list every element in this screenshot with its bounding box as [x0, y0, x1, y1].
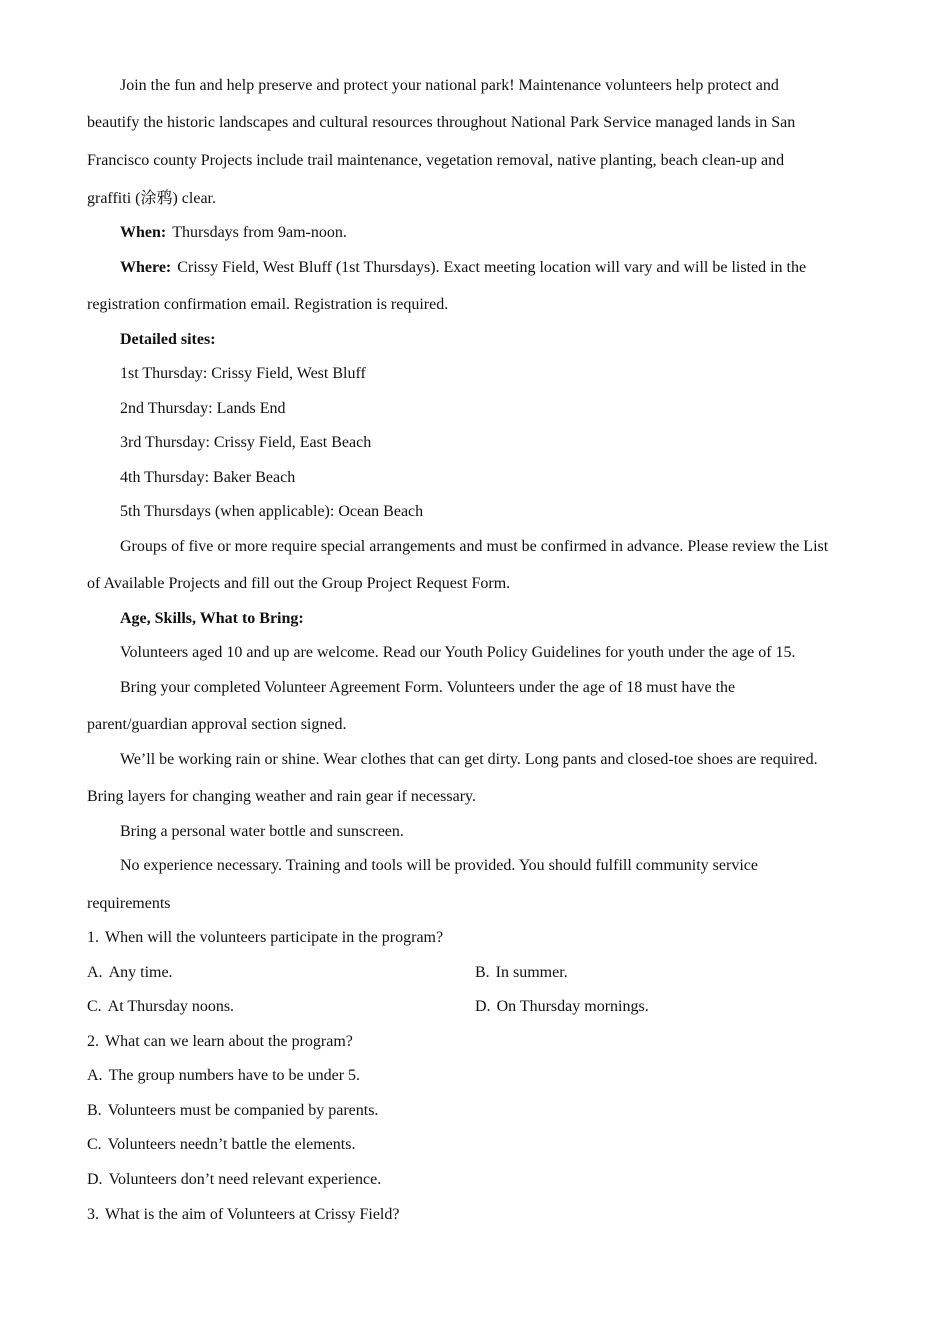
intro-line-1: Join the fun and help preserve and protect your national park! Maintenance volunteers help protect and — [120, 77, 779, 94]
q1-option-b[interactable] — [475, 963, 568, 983]
question-2 — [87, 1032, 353, 1052]
option-text: In summer. — [495, 964, 568, 981]
q2-option-a[interactable] — [87, 1066, 360, 1086]
weather-line-2: Bring layers for changing weather and rain gear if necessary. — [87, 788, 477, 805]
question-number: 1. — [87, 929, 99, 946]
age-text: Volunteers aged 10 and up are welcome. Read our Youth Policy Guidelines for youth under the age of 15. — [120, 644, 796, 661]
q1-option-d[interactable] — [475, 997, 649, 1017]
option-letter: A. — [87, 964, 103, 981]
q2-option-b[interactable] — [87, 1101, 378, 1121]
question-1 — [87, 928, 443, 948]
question-3 — [87, 1205, 399, 1225]
form-line-1: Bring your completed Volunteer Agreement Form. Volunteers under the age of 18 must have the — [120, 679, 736, 696]
sites-heading: Detailed sites: — [120, 331, 216, 348]
option-letter: D. — [87, 1171, 103, 1188]
q2-option-d[interactable] — [87, 1170, 381, 1190]
intro-line-3: Francisco county Projects include trail maintenance, vegetation removal, native planting, beach clean-up and — [87, 152, 785, 169]
option-text: The group numbers have to be under 5. — [108, 1067, 361, 1084]
intro-line-4: graffiti (涂鸦) clear. — [87, 190, 216, 207]
option-letter: C. — [87, 1136, 102, 1153]
site-item: 3rd Thursday: Crissy Field, East Beach — [120, 434, 372, 451]
q1-option-a[interactable] — [87, 963, 173, 983]
option-text: On Thursday mornings. — [496, 998, 649, 1015]
when-text: Thursdays from 9am-noon. — [172, 224, 347, 241]
option-letter: B. — [475, 964, 490, 981]
question-text: What is the aim of Volunteers at Crissy Field? — [105, 1206, 400, 1223]
option-text: Volunteers must be companied by parents. — [107, 1102, 379, 1119]
option-text: At Thursday noons. — [107, 998, 235, 1015]
bottle-line: Bring a personal water bottle and sunscreen. — [120, 823, 404, 840]
q1-option-c[interactable] — [87, 997, 234, 1017]
option-letter: A. — [87, 1067, 103, 1084]
weather-line-1: We’ll be working rain or shine. Wear clothes that can get dirty. Long pants and closed-toe shoes are required. — [120, 751, 818, 768]
option-text: Volunteers needn’t battle the elements. — [107, 1136, 356, 1153]
age-heading: Age, Skills, What to Bring: — [120, 610, 304, 627]
experience-line-2: requirements — [87, 895, 171, 912]
experience-line-1: No experience necessary. Training and tools will be provided. You should fulfill community service — [120, 857, 758, 874]
site-item: 4th Thursday: Baker Beach — [120, 469, 296, 486]
question-number: 3. — [87, 1206, 99, 1223]
site-item: 5th Thursdays (when applicable): Ocean Beach — [120, 503, 424, 520]
groups-line-2: of Available Projects and fill out the Group Project Request Form. — [87, 575, 511, 592]
intro-line-2: beautify the historic landscapes and cultural resources throughout National Park Service managed lands in San — [87, 114, 796, 131]
option-letter: B. — [87, 1102, 102, 1119]
when-label: When: — [120, 224, 167, 241]
where-label: Where: — [120, 259, 172, 276]
question-number: 2. — [87, 1033, 99, 1050]
form-line-2: parent/guardian approval section signed. — [87, 716, 347, 733]
q2-option-c[interactable] — [87, 1135, 355, 1155]
when-line — [120, 223, 347, 243]
question-text: When will the volunteers participate in the program? — [105, 929, 444, 946]
where-line — [120, 258, 806, 278]
where-line-2: registration confirmation email. Registration is required. — [87, 296, 449, 313]
option-text: Any time. — [108, 964, 173, 981]
option-letter: C. — [87, 998, 102, 1015]
groups-line-1: Groups of five or more require special arrangements and must be confirmed in advance. Please review the List — [120, 538, 829, 555]
option-letter: D. — [475, 998, 491, 1015]
option-text: Volunteers don’t need relevant experience. — [108, 1171, 382, 1188]
where-text: Crissy Field, West Bluff (1st Thursdays). Exact meeting location will vary and will be listed in the — [177, 259, 807, 276]
question-text: What can we learn about the program? — [105, 1033, 353, 1050]
site-item: 1st Thursday: Crissy Field, West Bluff — [120, 365, 366, 382]
site-item: 2nd Thursday: Lands End — [120, 400, 286, 417]
